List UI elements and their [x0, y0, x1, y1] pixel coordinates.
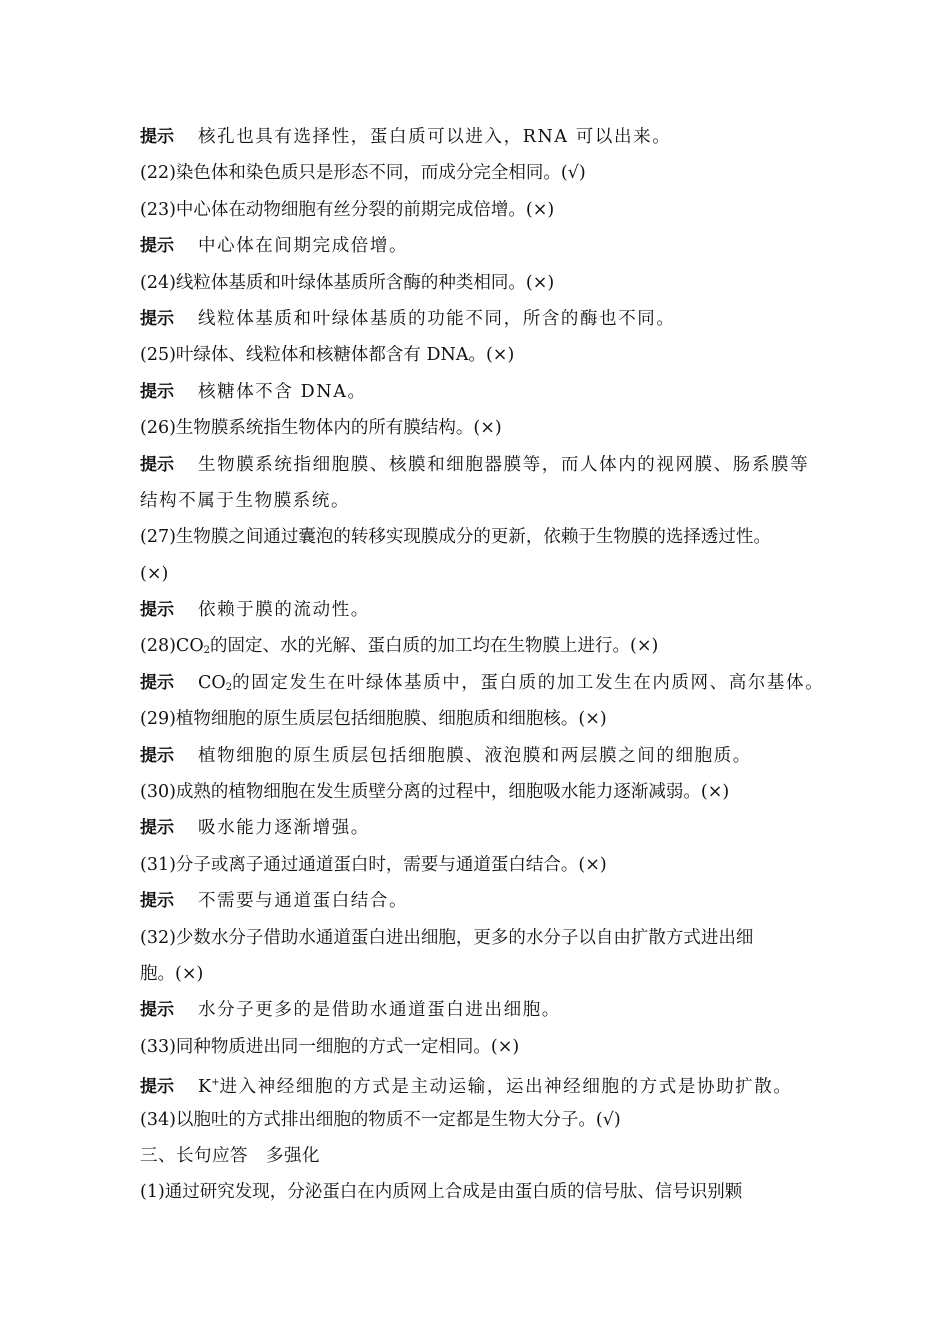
subscript: 2	[225, 681, 233, 693]
question-line: (×)	[140, 563, 169, 584]
question-line: (29)植物细胞的原生质层包括细胞膜、细胞质和细胞核。(×)	[140, 709, 607, 730]
hint-label: 提示	[140, 600, 174, 621]
question-line: (30)成熟的植物细胞在发生质壁分离的过程中，细胞吸水能力逐渐减弱。(×)	[140, 782, 730, 803]
question-line: (32)少数水分子借助水通道蛋白进出细胞，更多的水分子以自由扩散方式进出细	[140, 927, 754, 948]
hint-text: 中心体在间期完成倍增。	[198, 236, 409, 257]
hint-label: 提示	[140, 308, 174, 329]
question-suffix: 的固定、水的光解、蛋白质的加工均在生物膜上进行。(×)	[210, 636, 659, 657]
hint-text: 线粒体基质和叶绿体基质的功能不同，所含的酶也不同。	[198, 308, 676, 329]
question-line: (33)同种物质进出同一细胞的方式一定相同。(×)	[140, 1036, 520, 1057]
question-line: (27)生物膜之间通过囊泡的转移实现膜成分的更新，依赖于生物膜的选择透过性。	[140, 527, 771, 548]
hint-text: 核孔也具有选择性，蛋白质可以进入，RNA 可以出来。	[198, 127, 672, 147]
hint-line	[140, 883, 830, 919]
hint-line	[140, 665, 830, 701]
question-prefix: (28)CO	[140, 636, 204, 657]
subscript: 2	[203, 645, 211, 657]
hint-label: 提示	[140, 818, 174, 839]
hint-continuation-line: 结构不属于生物膜系统。	[140, 490, 351, 511]
hint-line	[140, 738, 830, 774]
document-page	[140, 119, 830, 1211]
hint-line	[140, 447, 830, 483]
hint-text: 吸水能力逐渐增强。	[198, 818, 370, 839]
question-line: (1)通过研究发现，分泌蛋白在内质网上合成是由蛋白质的信号肽、信号识别颗	[140, 1182, 743, 1203]
hint-label: 提示	[140, 454, 174, 475]
hint-line	[140, 374, 830, 410]
section-heading: 三、长句应答 多强化	[140, 1145, 320, 1166]
hint-label: 提示	[140, 1077, 174, 1098]
question-line: (25)叶绿体、线粒体和核糖体都含有 DNA。(×)	[140, 345, 515, 366]
hint-label: 提示	[140, 745, 174, 766]
superscript: +	[211, 1077, 220, 1089]
hint-label: 提示	[140, 672, 174, 693]
hint-text: 植物细胞的原生质层包括细胞膜、液泡膜和两层膜之间的细胞质。	[198, 745, 752, 766]
question-line: (22)染色体和染色质只是形态不同，而成分完全相同。(√)	[140, 163, 586, 184]
hint-text: 进入神经细胞的方式是主动运输，运出神经细胞的方式是协助扩散。	[219, 1077, 793, 1098]
hint-label: 提示	[140, 236, 174, 257]
question-line	[140, 628, 830, 664]
hint-text: 生物膜系统指细胞膜、核膜和细胞器膜等，而人体内的视网膜、肠系膜等	[198, 454, 810, 475]
question-line: (31)分子或离子通过通道蛋白时，需要与通道蛋白结合。(×)	[140, 854, 607, 875]
hint-text: 依赖于膜的流动性。	[198, 600, 370, 621]
hint-prefix: K	[198, 1077, 212, 1098]
hint-prefix: CO	[198, 672, 226, 693]
hint-text: 核糖体不含 DNA。	[198, 381, 367, 402]
question-line: (34)以胞吐的方式排出细胞的物质不一定都是生物大分子。(√)	[140, 1109, 621, 1130]
question-line: 胞。(×)	[140, 963, 204, 984]
hint-text: 水分子更多的是借助水通道蛋白进出细胞。	[198, 1000, 561, 1021]
question-line: (26)生物膜系统指生物体内的所有膜结构。(×)	[140, 418, 502, 439]
question-line: (23)中心体在动物细胞有丝分裂的前期完成倍增。(×)	[140, 199, 555, 220]
hint-label: 提示	[140, 381, 174, 402]
hint-text: 的固定发生在叶绿体基质中，蛋白质的加工发生在内质网、高尔基体。	[232, 672, 825, 693]
hint-line	[140, 301, 830, 337]
question-line: (24)线粒体基质和叶绿体基质所含酶的种类相同。(×)	[140, 272, 555, 293]
hint-line	[140, 228, 830, 264]
hint-text: 不需要与通道蛋白结合。	[198, 891, 409, 912]
hint-line	[140, 810, 830, 846]
hint-line	[140, 992, 830, 1028]
hint-label: 提示	[140, 127, 174, 147]
hint-line	[140, 119, 830, 155]
hint-line	[140, 1065, 830, 1101]
hint-line	[140, 592, 830, 628]
hint-label: 提示	[140, 891, 174, 912]
hint-label: 提示	[140, 1000, 174, 1021]
